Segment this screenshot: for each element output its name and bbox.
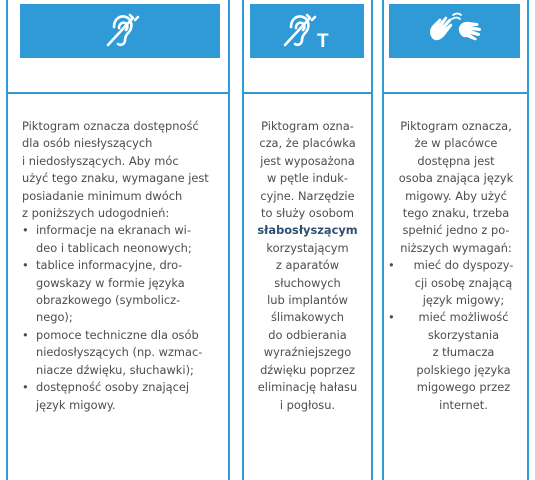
column-3-intro: Piktogram oznacza, że w placówce dostępna jest osoba znająca język migowy. Aby użyć tego znaku, trzeba spełnić jedno z po- niższych wymagań: — [398, 119, 514, 255]
list-item: • informacje na ekranach wi- deo i tablicach neonowych; — [22, 222, 227, 257]
column-3-right-border — [527, 0, 529, 480]
column-3-bullets — [388, 257, 524, 414]
column-2-bold-term: słabosłyszącym — [257, 223, 358, 238]
column-2-header — [250, 4, 364, 58]
column-1-intro: Piktogram oznacza dostępność dla osób niesłyszących i niedosłyszących. Aby móc użyć tego znaku, wymagane jest posiadanie minimum dwóch z poniższych udogodnień: — [22, 119, 209, 221]
column-2-text-part-2: korzystającym z aparatów słuchowych lub implantów ślimakowych do odbierania wyraźniejszego dźwięku poprzez eliminację hałasu i pogłosu. — [257, 240, 358, 412]
column-1-right-border — [228, 0, 230, 480]
induction-loop-ear-t-icon — [279, 9, 335, 53]
sign-language-hands-icon — [423, 9, 487, 53]
list-item: • dostępność osoby znającej język migowy. — [22, 379, 227, 414]
column-2-left-border — [242, 0, 244, 480]
column-1-header — [20, 4, 220, 58]
column-2-text-part-1: Piktogram ozna- cza, że placówka jest wyposażona w pętle induk- cyjne. Narzędzie to służy osobom — [259, 119, 356, 221]
column-2-paragraph — [246, 118, 369, 414]
hearing-impaired-ear-icon — [98, 9, 142, 53]
list-item: • pomoce techniczne dla osób niedosłyszących (np. wzmac- niacze dźwięku, słuchawki); — [22, 327, 227, 379]
column-2-right-border — [371, 0, 373, 480]
induction-loop-letter: T — [317, 31, 329, 52]
column-1 — [0, 0, 234, 480]
column-3-header — [389, 4, 520, 58]
column-3-left-border — [382, 0, 384, 480]
column-1-bullets — [22, 222, 227, 413]
column-1-divider — [6, 92, 230, 94]
list-item: • mieć możliwość skorzystania z tłumacza polskiego języka migowego przez internet. — [388, 309, 524, 413]
column-1-text — [22, 118, 227, 414]
column-3-divider — [382, 92, 529, 94]
column-3-text — [388, 118, 524, 414]
list-item: • tablice informacyjne, dro- gowskazy w formie języka obrazkowego (symbolicz- nego); — [22, 257, 227, 327]
column-1-left-border — [6, 0, 8, 480]
list-item: • mieć do dyspozy- cji osobę znającą język migowy; — [388, 257, 524, 309]
column-2-divider — [242, 92, 373, 94]
column-2-text — [246, 118, 369, 414]
